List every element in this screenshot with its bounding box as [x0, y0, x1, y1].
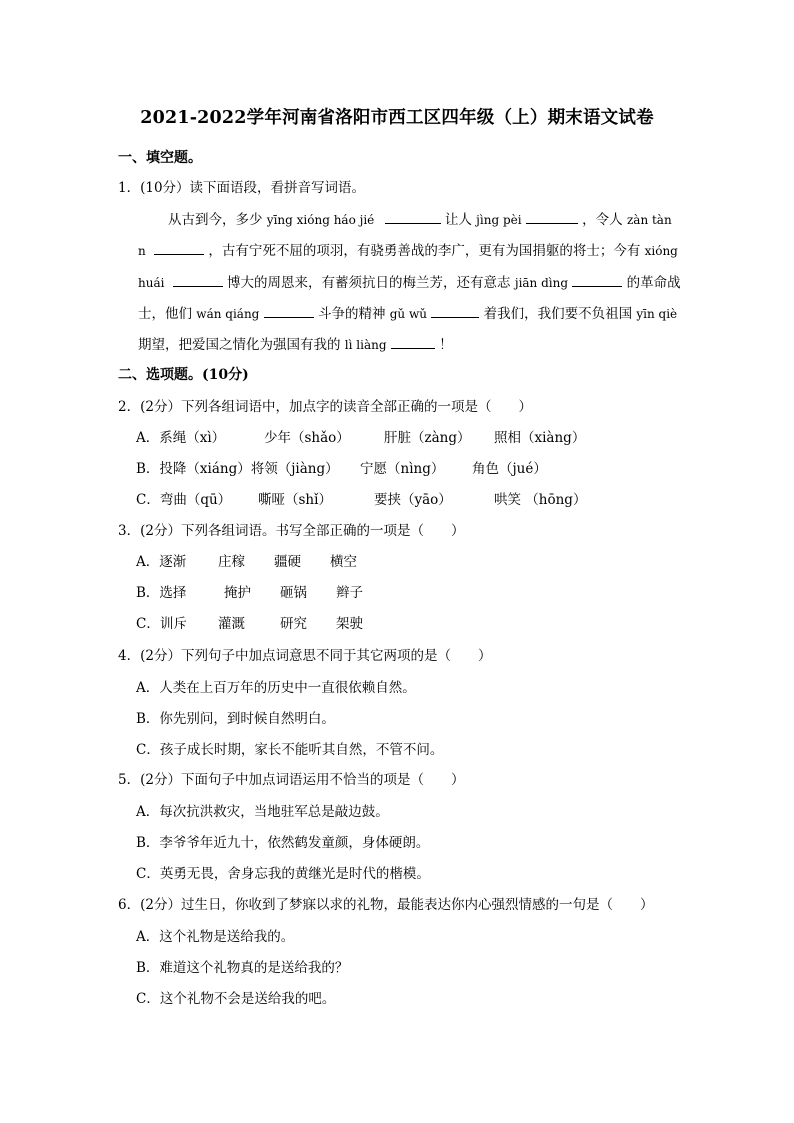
question-5-option-c[interactable]: C．英勇无畏，舍身忘我的黄继光是时代的楷模。 — [136, 866, 430, 882]
pinyin: wán qiáng — [196, 307, 260, 321]
option-part: 宁愿（nìng） — [360, 461, 445, 477]
option-part: C．训斥 — [136, 616, 187, 632]
option-part: 照相（xiàng） — [494, 430, 586, 446]
option-part: 掩护 — [224, 585, 251, 601]
option-part: A．逐渐 — [136, 554, 187, 570]
question-1-stem: 1．(10分）读下面语段，看拼音写词语。 — [118, 180, 366, 196]
question-1-line-3 — [138, 271, 681, 291]
question-5-option-b[interactable]: B．李爷爷年近九十，依然鹤发童颜，身体硬朗。 — [136, 835, 430, 851]
pinyin: yīng xióng háo jié — [266, 213, 375, 227]
text: 斗争的精神 — [317, 306, 386, 322]
answer-blank[interactable] — [154, 242, 204, 255]
option-part: 少年（shǎo） — [264, 430, 350, 446]
question-1-line-2 — [138, 239, 678, 259]
option-part: A．系绳（xì） — [136, 430, 226, 446]
option-part: 肝脏（zàng） — [384, 430, 471, 446]
question-6-option-a[interactable]: A．这个礼物是送给我的。 — [136, 929, 295, 945]
question-3-option-c[interactable] — [136, 612, 363, 632]
question-2-stem: 2．(2分）下列各组词语中，加点字的读音全部正确的一项是（ ） — [118, 399, 532, 415]
answer-blank[interactable] — [431, 305, 479, 318]
pinyin: jiān dìng — [514, 276, 569, 290]
option-part: 砸锅 — [280, 585, 307, 601]
pinyin: xióng — [644, 244, 678, 258]
answer-blank[interactable] — [173, 274, 223, 287]
question-2-option-b[interactable] — [136, 457, 547, 477]
option-part: 疆硬 — [274, 554, 301, 570]
option-part: 嘶哑（shǐ） — [258, 492, 332, 508]
question-5-stem: 5．(2分）下面句子中加点词语运用不恰当的项是（ ） — [118, 772, 465, 788]
question-4-option-a[interactable]: A．人类在上百万年的历史中一直很依赖自然。 — [136, 680, 416, 696]
answer-blank[interactable] — [526, 211, 578, 224]
text: ，古有宁死不屈的项羽，有骁勇善战的李广，更有为国捐躯的将士；今有 — [208, 243, 641, 259]
question-3-option-b[interactable] — [136, 581, 363, 601]
question-2-option-c[interactable] — [136, 488, 587, 508]
question-3-stem: 3．(2分）下列各组词语。书写全部正确的一项是（ ） — [118, 523, 465, 539]
section-heading-choice: 二、选项题。(10分) — [118, 367, 249, 383]
text: ！ — [439, 337, 453, 353]
text: 士，他们 — [138, 306, 192, 322]
option-part: 角色（jué） — [472, 461, 547, 477]
text: ，令人 — [582, 212, 623, 228]
question-6-stem: 6．(2分）过生日，你收到了梦寐以求的礼物，最能表达你内心强烈情感的一句是（ ） — [118, 897, 654, 913]
pinyin: yīn qiè — [636, 307, 678, 321]
question-1-line-1 — [168, 208, 708, 228]
question-6-option-b[interactable]: B．难道这个礼物真的是送给我的？ — [136, 960, 349, 976]
question-1-line-4 — [138, 302, 678, 322]
question-4-option-c[interactable]: C．孩子成长时期，家长不能听其自然，不管不问。 — [136, 742, 444, 758]
answer-blank[interactable] — [572, 274, 622, 287]
option-part: 哄笑 （hōng） — [494, 492, 587, 508]
text: 期望，把爱国之情化为强国有我的 — [138, 337, 341, 353]
option-part: 辫子 — [336, 585, 363, 601]
question-2-option-a[interactable] — [136, 426, 586, 446]
section-heading-fill: 一、填空题。 — [118, 150, 202, 166]
question-5-option-a[interactable]: A．每次抗洪救灾，当地驻军总是敲边鼓。 — [136, 804, 389, 820]
question-6-option-c[interactable]: C．这个礼物不会是送给我的吧。 — [136, 991, 336, 1007]
page-title: 2021-2022学年河南省洛阳市西工区四年级（上）期末语文试卷 — [140, 108, 654, 128]
text: 博大的周恩来，有蓄须抗日的梅兰芳，还有意志 — [227, 275, 511, 291]
question-1-line-5 — [138, 333, 678, 353]
question-4-stem: 4．(2分）下列句子中加点词意思不同于其它两项的是（ ） — [118, 648, 492, 664]
text: 着我们，我们要不负祖国 — [483, 306, 633, 322]
pinyin: zàn tàn — [626, 213, 672, 227]
option-part: 架驶 — [336, 616, 363, 632]
option-part: 庄稼 — [218, 554, 245, 570]
text: 的革命战 — [626, 275, 681, 291]
option-part: 研究 — [280, 616, 307, 632]
answer-blank[interactable] — [385, 211, 441, 224]
pinyin: huái — [138, 276, 165, 290]
option-part: 灌溉 — [218, 616, 245, 632]
pinyin: lì liàng — [344, 338, 387, 352]
option-part: 要挟（yāo） — [374, 492, 452, 508]
answer-blank[interactable] — [391, 336, 435, 349]
text: 让人 — [444, 212, 472, 228]
question-4-option-b[interactable]: B．你先别问，到时候自然明白。 — [136, 711, 335, 727]
pinyin: gǔ wǔ — [389, 307, 427, 321]
option-part: C．弯曲（qū） — [136, 492, 232, 508]
option-part: B．选择 — [136, 585, 187, 601]
text: 从古到今，多少 — [168, 212, 263, 228]
question-3-option-a[interactable] — [136, 550, 357, 570]
answer-blank[interactable] — [264, 305, 314, 318]
option-part: B．投降（xiáng）将领（jiàng） — [136, 461, 339, 477]
option-part: 横空 — [330, 554, 357, 570]
pinyin: jìng pèi — [476, 213, 522, 227]
pinyin: n — [138, 244, 146, 258]
